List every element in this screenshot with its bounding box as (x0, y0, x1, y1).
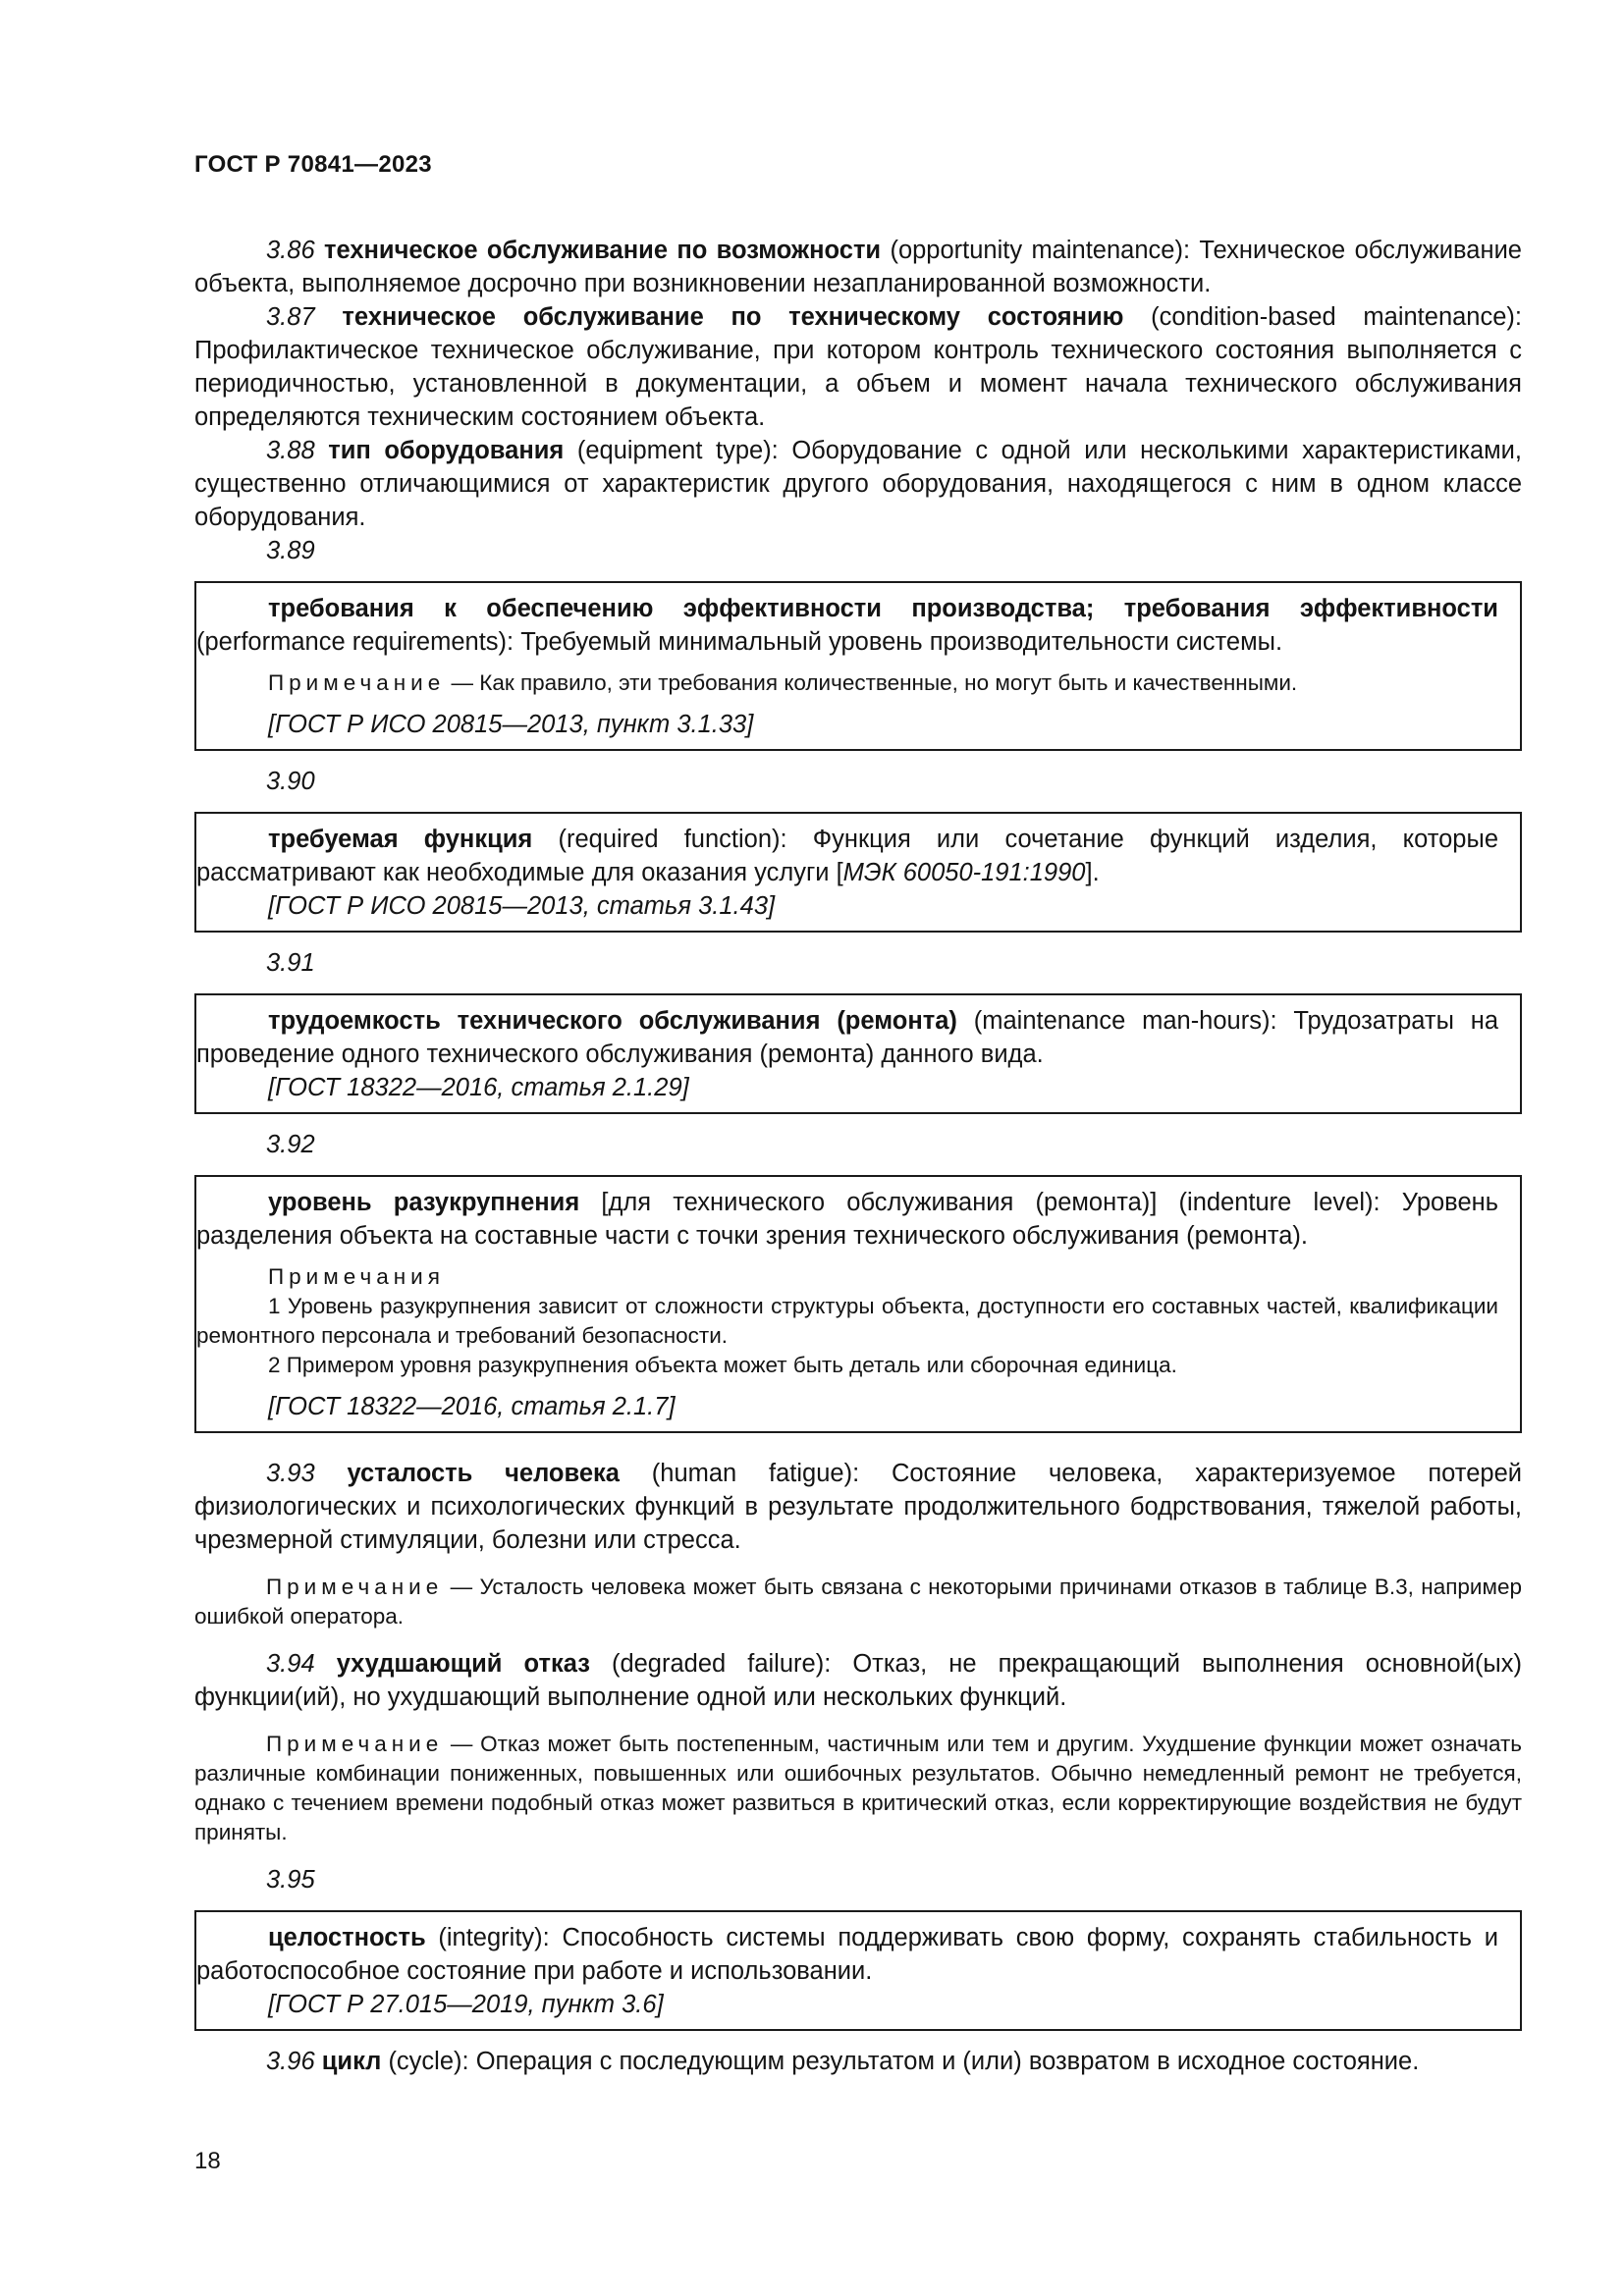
entry-definition: (integrity): Способность системы поддерживать свою форму, сохранять стабильность и работоспособное состояние при работе и использовании. (196, 1924, 1498, 1985)
entry-number-3-90: 3.90 (266, 768, 315, 795)
entry-number: 3.86 (266, 237, 315, 264)
entry-definition: (human fatigue): Состояние человека, характеризуемое потерей физиологических и психологических функций в результате продолжительного бодрствования, тяжелой работы, чрезмерной стимуляции, болезни или стресса. (194, 1460, 1522, 1554)
entry-term: целостность (268, 1924, 426, 1951)
entry-number: 3.88 (266, 437, 315, 464)
definition-box-3-90 (194, 812, 1522, 933)
entry-term: требуемая функция (268, 826, 533, 853)
entry-definition: (required function): Функция или сочетание функций изделия, которые рассматривают как необходимые для оказания услуги [ (196, 826, 1499, 886)
source-reference: [ГОСТ Р ИСО 20815—2013, пункт 3.1.33] (268, 711, 754, 738)
entry-number: 3.93 (266, 1460, 315, 1487)
entry-reference: МЭК 60050-191:1990 (842, 859, 1086, 886)
entry-3-86 (194, 234, 1522, 300)
entry-definition-end: ]. (1085, 859, 1100, 886)
entry-note (194, 1730, 1522, 1847)
definition-box-3-95 (194, 1910, 1522, 2031)
entry-definition: (maintenance man-hours): Трудозатраты на проведение одного технического обслуживания (ремонта) данного вида. (196, 1007, 1498, 1068)
definition-box-3-89 (194, 581, 1522, 751)
entry-definition: (performance requirements): Требуемый минимальный уровень производительности системы. (196, 628, 1283, 656)
entry-number-3-95: 3.95 (266, 1866, 315, 1894)
document-body (194, 234, 1522, 2078)
entry-3-96 (194, 2045, 1522, 2078)
entry-definition: [для технического обслуживания (ремонта)] (indenture level): Уровень разделения объекта на составные части с точки зрения технического обслуживания (ремонта). (196, 1189, 1498, 1250)
note-text: — Усталость человека может быть связана с некоторыми причинами отказов в таблице В.3, например ошибкой оператора. (194, 1575, 1522, 1629)
note-text: — Как правило, эти требования количественные, но могут быть и качественными. (445, 670, 1298, 695)
entry-number-3-92: 3.92 (266, 1131, 315, 1158)
source-reference: [ГОСТ 18322—2016, статья 2.1.29] (268, 1074, 689, 1101)
page-number: 18 (194, 2148, 221, 2174)
entry-term: трудоемкость технического обслуживания (ремонта) (268, 1007, 957, 1035)
entry-number: 3.96 (266, 2048, 315, 2075)
note-item-2: 2 Примером уровня разукрупнения объекта может быть деталь или сборочная единица. (268, 1353, 1177, 1377)
source-reference: [ГОСТ 18322—2016, статья 2.1.7] (268, 1393, 676, 1420)
source-reference: [ГОСТ Р 27.015—2019, пункт 3.6] (268, 1991, 664, 2018)
definition-box-3-91 (194, 993, 1522, 1114)
entry-3-94 (194, 1647, 1522, 1714)
entry-3-93 (194, 1457, 1522, 1557)
source-reference: [ГОСТ Р ИСО 20815—2013, статья 3.1.43] (268, 892, 776, 920)
note-item-1: 1 Уровень разукрупнения зависит от сложности структуры объекта, доступности его составных частей, квалификации ремонтного персонала и требований безопасности. (196, 1294, 1498, 1348)
entry-number: 3.87 (266, 303, 315, 331)
entry-3-87 (194, 300, 1522, 434)
note-heading: Примечание (268, 670, 446, 695)
entry-term: ухудшающий отказ (336, 1650, 590, 1678)
entry-term: цикл (321, 2048, 382, 2075)
entry-number: 3.94 (266, 1650, 315, 1678)
entry-definition: (opportunity maintenance): Техническое обслуживание объекта, выполняемое досрочно при возникновении незапланированной возможности. (194, 237, 1522, 297)
entry-term: тип оборудования (328, 437, 565, 464)
note-text: — Отказ может быть постепенным, частичным или тем и другим. Ухудшение функции может означать различные комбинации пониженных, повышенных или ошибочных результатов. Обычно немедленный ремонт не требуется, однако с течением времени подобный отказ может развиться в критический отказ, если корректирующие воздействия не будут приняты. (194, 1732, 1522, 1844)
entry-term: техническое обслуживание по техническому состоянию (342, 303, 1124, 331)
notes-heading: Примечания (268, 1264, 445, 1289)
entry-term: требования к обеспечению эффективности производства; требования эффективности (268, 595, 1498, 622)
entry-definition: (cycle): Операция с последующим результатом и (или) возвратом в исходное состояние. (381, 2048, 1420, 2075)
entry-number-3-91: 3.91 (266, 949, 315, 977)
entry-term: техническое обслуживание по возможности (323, 237, 882, 264)
note-heading: Примечание (266, 1732, 444, 1756)
entry-definition: (condition-based maintenance): Профилактическое техническое обслуживание, при котором контроль технического состояния выполняется с периодичностью, установленной в документации, а объем и момент начала технического обслуживания определяются техническим состоянием объекта. (194, 303, 1523, 431)
entry-definition: (equipment type): Оборудование с одной или несколькими характеристиками, существенно отличающимися от характеристик другого оборудования, находящегося с ним в одном классе оборудования. (194, 437, 1522, 531)
entry-number-3-89: 3.89 (266, 537, 315, 564)
entry-definition: (degraded failure): Отказ, не прекращающий выполнения основной(ых) функции(ий), но ухудшающий выполнение одной или нескольких функций. (194, 1650, 1523, 1711)
entry-3-95 (196, 1921, 1498, 1988)
entry-term: усталость человека (347, 1460, 620, 1487)
entry-3-88 (194, 434, 1522, 534)
entry-3-92 (196, 1186, 1498, 1253)
entry-note (194, 1573, 1522, 1631)
note-heading: Примечание (266, 1575, 444, 1599)
entry-term: уровень разукрупнения (268, 1189, 580, 1216)
entry-3-89 (196, 592, 1498, 659)
entry-note (196, 668, 1498, 698)
entry-3-90 (196, 823, 1498, 889)
definition-box-3-92 (194, 1175, 1522, 1433)
document-header: ГОСТ Р 70841—2023 (194, 151, 432, 178)
entry-3-91 (196, 1004, 1498, 1071)
